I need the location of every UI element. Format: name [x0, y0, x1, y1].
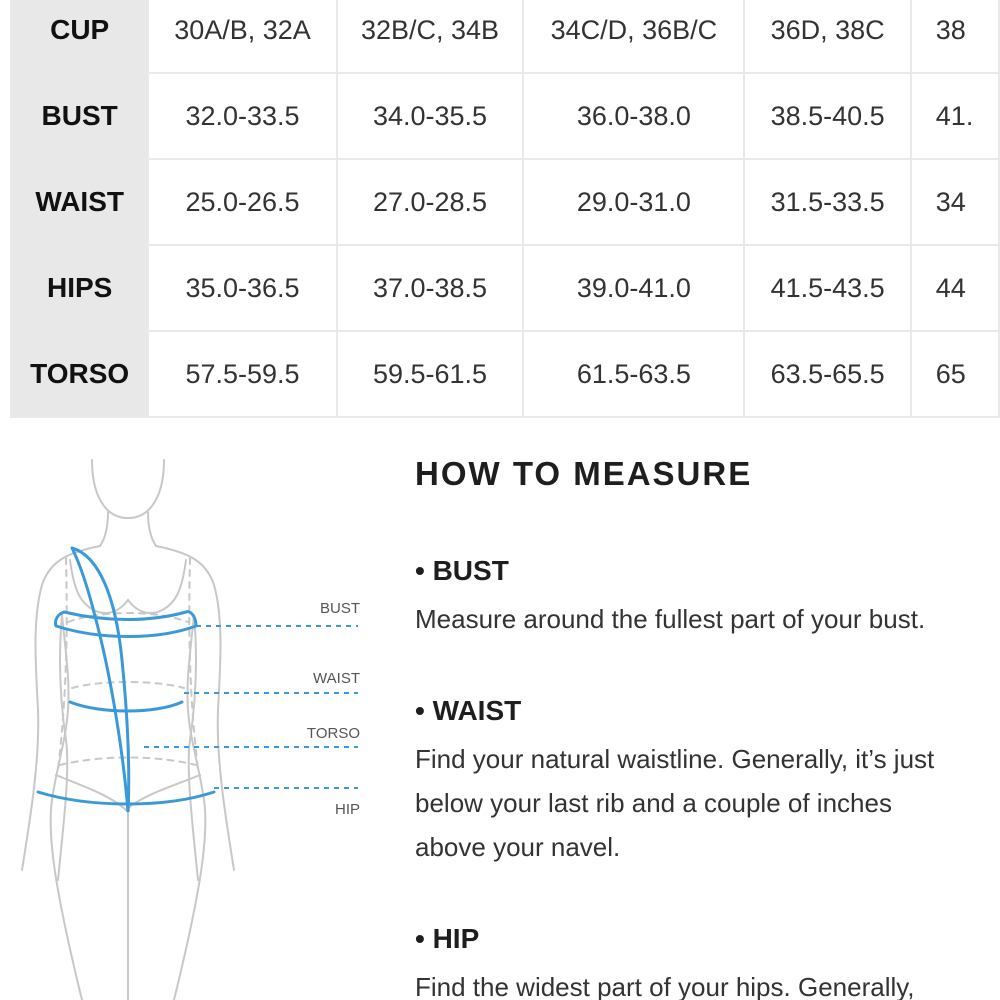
table-cell: 63.5-65.5	[744, 331, 910, 417]
table-cell: 25.0-26.5	[148, 159, 336, 245]
table-cell: 34C/D, 36B/C	[523, 0, 744, 73]
table-cell: 30A/B, 32A	[148, 0, 336, 73]
label-leader-lines	[144, 626, 358, 788]
table-cell: 38	[911, 0, 999, 73]
table-cell: 38.5-40.5	[744, 73, 910, 159]
table-cell: 61.5-63.5	[523, 331, 744, 417]
bust-measure-line	[55, 612, 196, 637]
waist-text-line: above your navel.	[415, 832, 621, 862]
how-to-measure-section	[415, 455, 1000, 1000]
table-cell: 37.0-38.5	[337, 245, 524, 331]
table-cell: 44	[911, 245, 999, 331]
waist-instruction	[415, 691, 934, 869]
table-row-bust	[11, 73, 999, 159]
table-cell: 31.5-33.5	[744, 159, 910, 245]
waist-heading: • WAIST	[415, 695, 522, 726]
body-figure-illustration	[0, 440, 380, 1000]
bust-instruction	[415, 551, 925, 641]
table-cell: 36D, 38C	[744, 0, 910, 73]
hip-heading: • HIP	[415, 923, 480, 954]
row-label-waist: WAIST	[11, 159, 148, 245]
bust-diagram-label: BUST	[319, 600, 360, 617]
table-row-cup	[11, 0, 999, 73]
row-label-hips: HIPS	[11, 245, 148, 331]
table-cell: 59.5-61.5	[337, 331, 524, 417]
table-cell: 41.	[911, 73, 999, 159]
hip-instruction	[415, 919, 915, 1000]
table-cell: 32B/C, 34B	[337, 0, 524, 73]
table-cell: 34	[911, 159, 999, 245]
torso-measure-line	[72, 548, 129, 812]
waist-diagram-label: WAIST	[313, 670, 360, 687]
table-cell: 34.0-35.5	[337, 73, 524, 159]
waist-text-line: Find your natural waistline. Generally, it’s just	[415, 744, 935, 774]
table-cell: 65	[911, 331, 999, 417]
waist-text-line: below your last rib and a couple of inches	[415, 788, 892, 818]
table-cell: 39.0-41.0	[523, 245, 744, 331]
table-cell: 32.0-33.5	[148, 73, 336, 159]
measurement-diagram	[0, 440, 380, 1000]
hip-diagram-label: HIP	[334, 801, 360, 818]
row-label-bust: BUST	[11, 73, 148, 159]
row-label-torso: TORSO	[11, 331, 148, 417]
bust-text-line: Measure around the fullest part of your bust.	[415, 604, 926, 634]
torso-diagram-label: TORSO	[306, 725, 360, 742]
hip-text-line: Find the widest part of your hips. Generally,	[415, 972, 915, 1000]
table-cell: 36.0-38.0	[523, 73, 744, 159]
table-cell: 35.0-36.5	[148, 245, 336, 331]
bust-heading: • BUST	[415, 555, 509, 586]
table-cell: 27.0-28.5	[337, 159, 524, 245]
row-label-cup: CUP	[11, 0, 148, 73]
table-row-hips	[11, 245, 999, 331]
table-row-torso	[11, 331, 999, 417]
section-title: HOW TO MEASURE	[415, 455, 753, 492]
table-cell: 41.5-43.5	[744, 245, 910, 331]
table-row-waist	[11, 159, 999, 245]
table-cell: 57.5-59.5	[148, 331, 336, 417]
size-chart-table	[10, 0, 1000, 418]
table-cell: 29.0-31.0	[523, 159, 744, 245]
